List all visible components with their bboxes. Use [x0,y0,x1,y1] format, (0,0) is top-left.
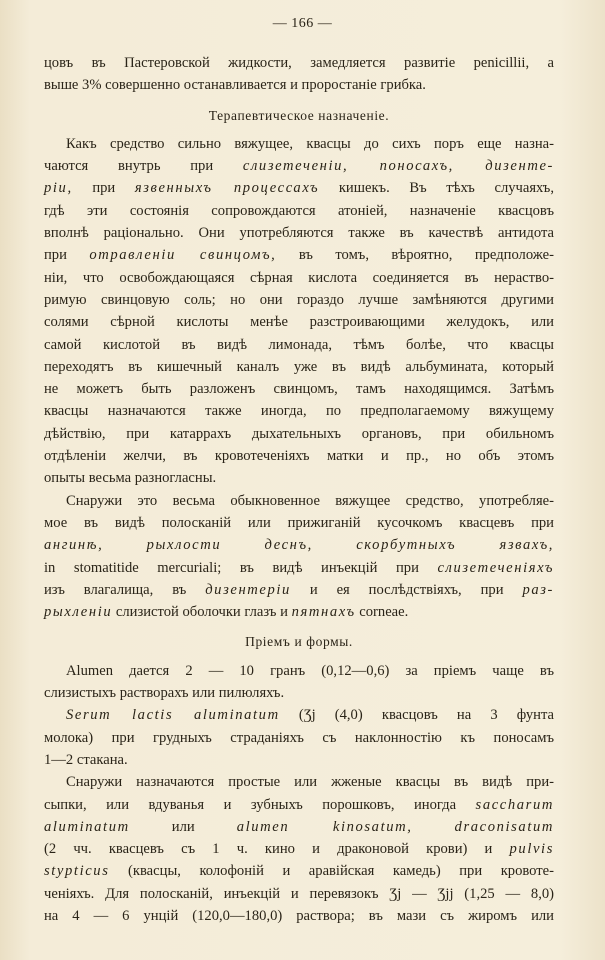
text-span: слизистой оболочки глазъ и [112,604,292,621]
heading-therapy: Терапевтическое назначеніе. [208,107,390,123]
emphasis-text: отравленіи свинцомъ, [89,247,277,264]
text-line [44,838,554,860]
text-line: Alumen дается 2 — 10 гранъ (0,12—0,6) за пріемъ чаще въ [66,662,554,679]
text-line: молока) при грудныхъ страданіяхъ съ наклонностію къ поносамъ [44,729,554,746]
paragraph-doses [44,660,554,705]
text-span: (Ʒj (4,0) квасцовъ на 3 фунта [279,707,554,724]
paragraph-powders [44,771,554,927]
text-line: римую свинцовую соль; но они гораздо лучше замѣняются другими [44,291,554,308]
emphasis-text: stypticus [44,863,110,880]
emphasis-text: draconisatum [454,818,555,835]
text-line [44,155,554,177]
text-line: опыты весьма разногласны. [44,470,217,487]
emphasis-text: ріи, [44,180,73,197]
text-line: квасцы назначаются также иногда, по предполагаемому вяжущему [44,403,554,420]
text-line: ніи, что освобождающаяся сѣрная кислота соединяется въ нераство- [44,269,554,286]
text-span: чаются внутрь при [44,158,243,175]
text-span: въ томъ, вѣроятно, предположе- [276,247,554,264]
text-line: отдѣленіи желчи, въ кровотеченіяхъ матки и пр., но объ этомъ [44,448,554,465]
text-line [44,860,554,882]
text-line: цовъ въ Пастеровской жидкости, замедляется развитіе penicillii, а [44,55,554,71]
heading-doses: Пріемъ и формы. [245,634,353,650]
page-body [44,52,554,927]
text-line: дѣйствію, при катаррахъ дыхательныхъ органовъ, при обильномъ [44,425,554,442]
emphasis-text: aluminatum [44,818,130,835]
emphasis-text: рыхленіи [44,604,113,621]
text-span [413,819,455,835]
text-line: гдѣ эти состоянія сопровождаются атоніей, назначеніе квасцовъ [44,202,554,219]
emphasis-text: alumen kinosatum, [236,818,413,835]
emphasis-text: слизетеченіи, поносахъ, дизенте- [242,158,554,175]
text-line: 1—2 стакана. [44,751,128,768]
text-line: самой кислотой въ видѣ лимонада, тѣмъ болѣе, что квасцы [44,336,554,353]
text-span: (квасцы, колофоній и аравійская камедь) при кровоте- [109,863,554,880]
emphasis-text: saccharum [475,796,554,813]
paragraph-serum [44,704,554,771]
text-line: переходятъ въ кишечный каналъ уже въ видѣ альбумината, который [44,358,554,375]
text-line: мое въ видѣ полосканій или прижиганій кусочкомъ квасцевъ при [44,514,554,531]
text-span: и ея послѣдствіяхъ, при [290,581,523,598]
text-line: вполнѣ раціонально. Они употребляются также въ качествѣ антидота [44,225,554,242]
emphasis-text: дизентеріи [205,581,291,598]
emphasis-text: pulvis [509,841,554,858]
page-number: — 166 — [272,16,333,31]
text-line: не можетъ быть разложенъ свинцомъ, тамъ находящимся. Затѣмъ [44,381,554,398]
text-line [44,244,554,266]
text-line [44,601,554,623]
text-span: (2 чч. квасцевъ съ 1 ч. кино и драконовой крови) и [44,841,510,858]
text-line: Какъ средство сильно вяжущее, квасцы до сихъ поръ еще назна- [66,135,554,152]
text-line: ченіяхъ. Для полосканій, инъекцій и перевязокъ Ʒj — Ʒjj (1,25 — 8,0) [44,885,554,902]
paragraph-intro [44,52,554,97]
text-line: Снаружи назначаются простые или жженые квасцы въ видѣ при- [66,774,554,791]
emphasis-text: язвенныхъ процессахъ [134,180,320,197]
text-line: Снаружи это весьма обыкновенное вяжущее средство, употребляе- [66,492,554,509]
text-line [44,177,554,199]
emphasis-text: слизетеченіяхъ [437,559,554,576]
text-line [44,816,554,838]
text-line: выше 3% совершенно останавливается и проростаніе грибка. [44,77,426,94]
text-span: при [44,247,90,264]
text-line: на 4 — 6 унцій (120,0—180,0) раствора; въ мази съ жиромъ или [44,907,554,924]
text-line: солями сѣрной кислоты менѣе разстроивающими желудокъ, или [44,314,554,331]
text-line [44,794,554,816]
text-line [44,579,554,601]
text-line: слизистыхъ растворахъ или пилюляхъ. [44,685,285,702]
paragraph-therapy [44,133,554,490]
text-line [44,534,554,556]
text-span: при [72,180,135,197]
text-line [44,704,554,726]
emphasis-text: Serum lactis aluminatum [66,707,280,724]
text-span: in stomatitide mercuriali; въ видѣ инъекцій при [44,559,438,576]
emphasis-text: пятнахъ [291,604,356,621]
text-span: кишекъ. Въ тѣхъ случаяхъ, [319,180,554,197]
emphasis-text: раз- [522,581,555,598]
text-line [44,557,554,579]
emphasis-text: ангинѣ, рыхлости деснъ, скорбутныхъ язвахъ, [44,537,554,554]
text-span: corneae. [355,604,409,621]
text-span: или [129,818,237,835]
text-span: изъ влагалища, въ [44,581,206,598]
paragraph-external-use [44,490,554,624]
text-span: сыпки, или вдуванья и зубныхъ порошковъ, иногда [44,796,476,813]
